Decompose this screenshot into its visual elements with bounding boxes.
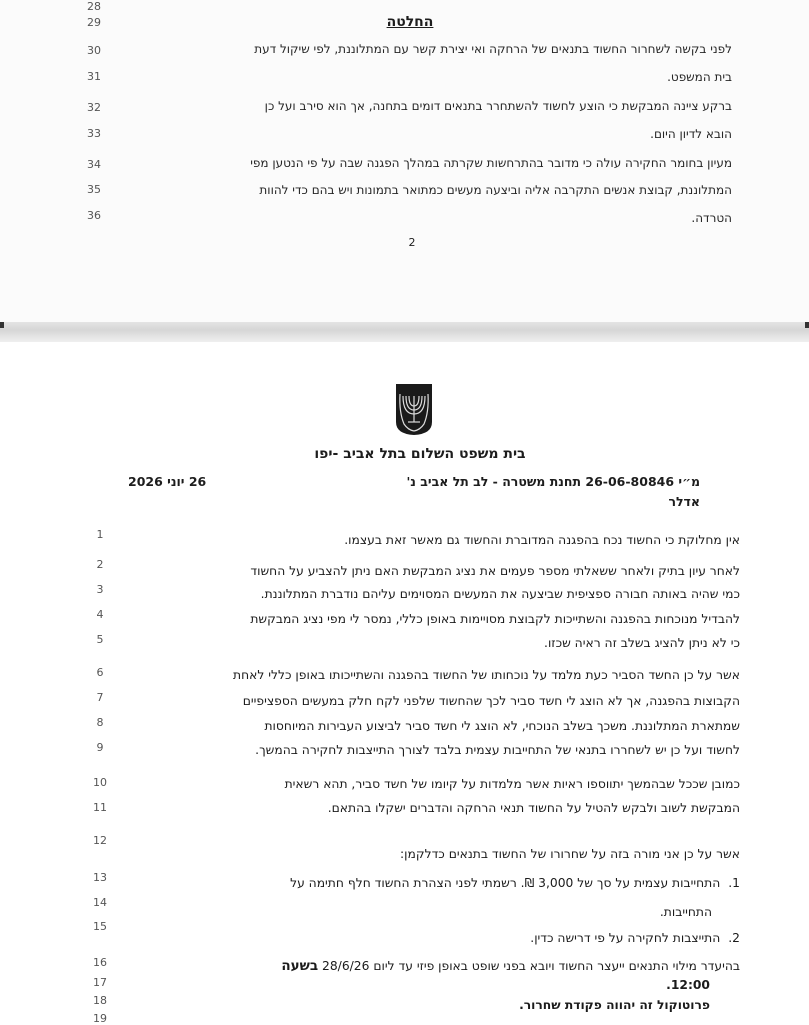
page-edge-mark [0, 322, 4, 328]
page-number: 2 [408, 236, 416, 249]
line-number: 19 [93, 1012, 107, 1025]
text-line: שמתארת המתלוננת. משכך בשלב הנוכחי, לא הוצג לי חשד סביר לביצוע העבירות המיוחסות [264, 719, 740, 733]
line-number: 15 [93, 920, 107, 933]
line-number: 28 [87, 0, 101, 13]
state-emblem-icon [394, 382, 434, 436]
text-line: אשר על כן אני מורה בזה על שחרורו של החשוד בתנאים כדלקמן: [400, 847, 740, 861]
text-line: כי לא ניתן להציג בשלב זה ראיה שכזו. [544, 636, 740, 650]
line-number: 8 [96, 716, 104, 729]
line-number: 36 [87, 209, 101, 222]
text-line: ברקע ציינה המבקשת כי הוצע לחשוד להשתחרר בתנאים דומים בתחנה, אך הוא סירב ועל כן [264, 99, 732, 113]
line-number: 35 [87, 183, 101, 196]
judge-name: אדלר [668, 494, 700, 509]
document-page-top [0, 0, 809, 322]
bold-text-run: בשעה [281, 958, 319, 974]
text-line: המתלוננת, קבוצת אנשים התקרבה אליה וביצעה מעשים כמתואר בתמונות ויש בהם כדי להוות [259, 183, 732, 197]
text-line: הטרדה. [691, 211, 732, 225]
text-line: בית המשפט. [667, 70, 732, 84]
line-number: 34 [87, 158, 101, 171]
list-item-number: 2. [728, 931, 740, 945]
list-item-text: התחייבות עצמית על סך של 3,000 ₪. רשמתי לפני הצהרת החשוד חלף חתימה על [290, 876, 721, 890]
text-line: אין מחלוקת כי החשוד נכח בהפגנה המדוברת והחשוד גם מאשר זאת בעצמו. [344, 533, 740, 547]
line-number: 6 [96, 666, 104, 679]
line-number: 31 [87, 70, 101, 83]
case-number: מ״י 26-06-80846 תחנת משטרה - לב תל אביב נ' [406, 474, 700, 489]
list-item [98, 931, 740, 945]
text-line: לחשוד ועל כן יש לשחררו בתנאי של התחייבות עצמית בלבד לצורך התייצבות לחקירה בהמשך. [255, 743, 740, 757]
court-name: בית משפט השלום בתל אביב -יפו [314, 446, 526, 462]
line-number: 17 [93, 976, 107, 989]
line-number: 16 [93, 956, 107, 969]
line-number: 14 [93, 896, 107, 909]
text-line: הובא לדיון היום. [650, 127, 732, 141]
line-number: 33 [87, 127, 101, 140]
line-number: 29 [87, 16, 101, 29]
text-line: כמי שהיה באותה חבורה ספציפית שביצעה את המעשים המסוימים עליהם נודברת המתלוננת. [260, 587, 740, 601]
line-number: 1 [96, 528, 104, 541]
text-line: פרוטוקול זה יהווה פקודת שחרור. [519, 998, 710, 1012]
text-line: לאחר עיון בתיק ולאחר ששאלתי מספר פעמים את נציג המבקשת האם ניתן להצביע על החשוד [250, 564, 740, 578]
line-number: 3 [96, 583, 104, 596]
text-line: אשר על כן החשד הסביר כעת מלמד על נוכחותו של החשוד בהפגנה והשתייכותו באופן כללי לאחת [233, 668, 740, 682]
text-line: להבדיל מנוכחות בהפגנה והשתייכות לקבוצת מסויימות באופן כללי, נמסר לי מפי נציג המבקשת [250, 612, 740, 626]
line-number: 9 [96, 741, 104, 754]
line-number: 18 [93, 994, 107, 1007]
line-number: 32 [87, 101, 101, 114]
list-item [98, 876, 740, 890]
text-line: הקבוצות בהפגנה, אך לא הוצג לי חשד סביר לכך שהחשוד שלפני לקח חלק במעשים הספציפיים [242, 694, 740, 708]
decision-date: 26 יוני 2026 [128, 474, 207, 489]
page-edge-mark [805, 322, 809, 328]
line-number: 30 [87, 44, 101, 57]
line-number: 11 [93, 801, 107, 814]
text-line [98, 958, 740, 974]
line-number: 10 [93, 776, 107, 789]
line-number: 2 [96, 558, 104, 571]
line-number: 12 [93, 834, 107, 847]
line-number: 7 [96, 691, 104, 704]
document-page-bottom [0, 342, 809, 1024]
text-run: בהיעדר מילוי התנאים ייעצר החשוד ויובא בפני שופט באופן פיזי עד ליום 28/6/26 [318, 959, 740, 973]
line-number: 4 [96, 608, 104, 621]
text-line: לפני בקשה לשחרור החשוד בתנאים של הרחקה ואי יצירת קשר עם המתלוננת, לפי שיקול דעת [254, 42, 732, 56]
text-line: המבקשת לשוב ולבקש להטיל על החשוד תנאי הרחקה והדברים ישקלו בהתאם. [327, 801, 740, 815]
decision-title: החלטה [386, 14, 434, 30]
list-item-text: התייצבות לחקירה על פי דרישה כדין. [530, 931, 721, 945]
line-number: 13 [93, 871, 107, 884]
text-line: 12:00. [666, 978, 710, 992]
list-item-number: 1. [728, 876, 740, 890]
line-number: 5 [96, 633, 104, 646]
text-line: התחייבות. [659, 905, 712, 919]
text-line: כמובן שככל שבהמשך יתווספו ראיות אשר מלמדות על קיומו של חשד סביר, תהא רשאית [284, 777, 740, 791]
page-separator [0, 322, 809, 342]
text-line: מעיון בחומר החקירה עולה כי מדובר בהתרחשות שקרתה במהלך הפגנה שבה על פי הנטען מפי [250, 156, 732, 170]
